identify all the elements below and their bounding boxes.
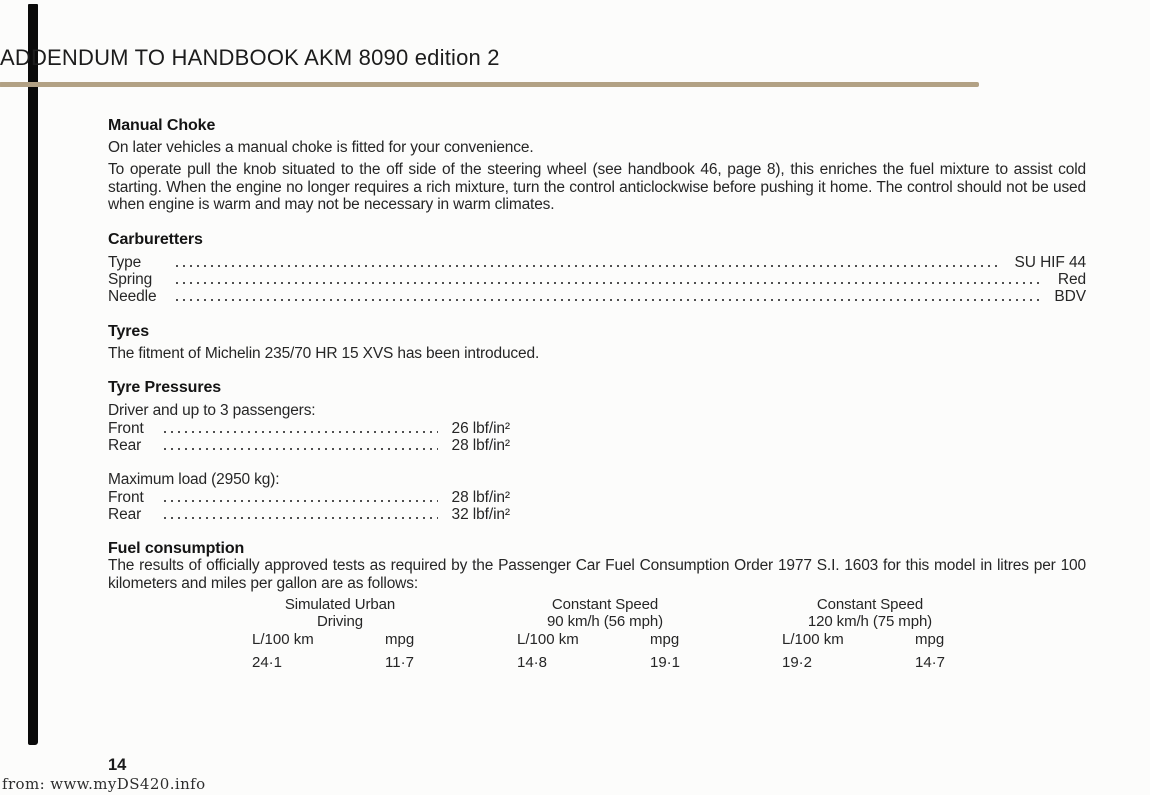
carburetter-spring-value: Red: [1057, 271, 1086, 288]
value-mpg: 11·7: [385, 654, 414, 671]
fuel-group-title-line2: 120 km/h (75 mph): [807, 613, 933, 630]
value-l100km: 19·2: [782, 654, 813, 671]
pressure-group1-label: Driver and up to 3 passengers:: [108, 402, 316, 419]
pressure-row-front1: [108, 420, 510, 437]
pressure-row-front2: [108, 489, 510, 506]
carburetter-type-value: SU HIF 44: [1014, 254, 1086, 271]
manual-choke-para2: To operate pull the knob situated to the off side of the steering wheel (see handbook 46, page 8), this enriches the fuel mixture to assist cold starting. When the engine no longer requires a rich mixture, turn the control anticlockwise before pushing it home. The control should not be used when engine is warm and may not be necessary in warm climates.: [108, 161, 1086, 213]
dot-leader: [176, 282, 1044, 284]
carburetter-row-needle: [108, 288, 1086, 305]
fuel-group-columns: [770, 632, 970, 648]
col-l100km: L/100 km: [782, 631, 844, 648]
fuel-group-values: [240, 655, 440, 671]
heading-tyres: Tyres: [108, 323, 150, 340]
value-mpg: 19·1: [650, 654, 681, 671]
fuel-group-title-line2: Driving: [317, 613, 363, 630]
pressure-front-value: 26 lbf/in²: [451, 420, 510, 437]
scan-artifact-bar: [28, 4, 38, 745]
dot-leader: [164, 448, 438, 450]
carburetter-type-label: Type: [108, 254, 142, 271]
fuel-group-title: [240, 596, 440, 630]
dot-leader: [176, 299, 1040, 301]
heading-carburetters: Carburetters: [108, 231, 203, 248]
carburetter-needle-label: Needle: [108, 288, 157, 305]
fuel-group-title: [770, 596, 970, 630]
heading-fuel-consumption: Fuel consumption: [108, 540, 245, 557]
pressure-front-value: 28 lbf/in²: [451, 489, 510, 506]
page-number: 14: [108, 756, 127, 774]
manual-choke-para1: On later vehicles a manual choke is fitted for your convenience.: [108, 139, 534, 156]
fuel-group-title-line2: 90 km/h (56 mph): [547, 613, 663, 630]
col-l100km: L/100 km: [517, 631, 579, 648]
pressure-front-label: Front: [108, 489, 144, 506]
fuel-group-title-line1: Simulated Urban: [284, 596, 396, 613]
pressure-row-rear1: [108, 437, 510, 454]
fuel-group-columns: [505, 632, 705, 648]
carburetter-row-spring: [108, 271, 1086, 288]
col-mpg: mpg: [915, 631, 945, 648]
value-l100km: 14·8: [517, 654, 548, 671]
dot-leader: [176, 265, 1001, 267]
fuel-group-values: [505, 655, 705, 671]
title-rule: [0, 82, 979, 87]
page-title: ADDENDUM TO HANDBOOK AKM 8090 edition 2: [0, 45, 500, 70]
carburetter-row-type: [108, 254, 1086, 271]
dot-leader: [164, 500, 438, 502]
fuel-table-group-90kmh: [505, 596, 705, 671]
col-mpg: mpg: [650, 631, 680, 648]
fuel-consumption-intro: The results of officially approved tests as required by the Passenger Car Fuel Consumption Order 1977 S.I. 1603 for this model in litres per 100 kilometers and miles per gallon are as follows:: [108, 557, 1086, 592]
col-l100km: L/100 km: [252, 631, 314, 648]
heading-manual-choke: Manual Choke: [108, 117, 216, 134]
carburetter-spring-label: Spring: [108, 271, 153, 288]
value-mpg: 14·7: [915, 654, 946, 671]
pressure-rear-label: Rear: [108, 506, 142, 523]
pressure-row-rear2: [108, 506, 510, 523]
value-l100km: 24·1: [252, 654, 283, 671]
col-mpg: mpg: [385, 631, 415, 648]
fuel-group-title-line1: Constant Speed: [816, 596, 924, 613]
watermark-text: from: www.myDS420.info: [2, 775, 206, 793]
tyres-text: The fitment of Michelin 235/70 HR 15 XVS has been introduced.: [108, 345, 540, 362]
dot-leader: [164, 431, 438, 433]
pressure-rear-value: 32 lbf/in²: [451, 506, 510, 523]
fuel-table-group-urban: [240, 596, 440, 671]
fuel-group-columns: [240, 632, 440, 648]
pressure-rear-value: 28 lbf/in²: [451, 437, 510, 454]
fuel-group-values: [770, 655, 970, 671]
pressure-rear-label: Rear: [108, 437, 142, 454]
fuel-group-title-line1: Constant Speed: [551, 596, 659, 613]
fuel-group-title: [505, 596, 705, 630]
dot-leader: [164, 517, 438, 519]
pressure-front-label: Front: [108, 420, 144, 437]
heading-tyre-pressures: Tyre Pressures: [108, 379, 222, 396]
carburetter-needle-value: BDV: [1054, 288, 1086, 305]
fuel-table-group-120kmh: [770, 596, 970, 671]
pressure-group2-label: Maximum load (2950 kg):: [108, 471, 280, 488]
